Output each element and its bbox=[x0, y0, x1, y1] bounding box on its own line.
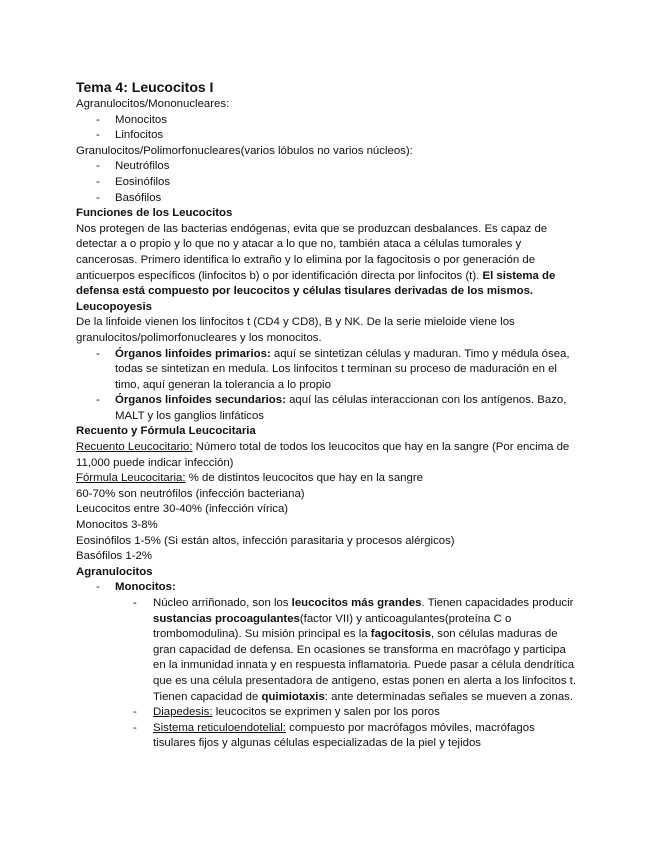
paragraph-recuento-leucocitario: Recuento Leucocitario: Número total de todos los leucocitos que hay en la sangre (Por encima de 11,000 puede indicar infección) bbox=[76, 441, 570, 469]
granulocitos-label: Granulocitos/Polimorfonucleares(varios lóbulos no varios núcleos): bbox=[76, 144, 413, 157]
section-heading-funciones: Funciones de los Leucocitos bbox=[76, 207, 233, 220]
list-item: - Neutrófilos bbox=[76, 159, 576, 175]
bullet-dash: - bbox=[96, 129, 100, 142]
bullet-dash: - bbox=[96, 113, 100, 126]
paragraph-formula-leucocitaria: Fórmula Leucocitaria: % de distintos leucocitos que hay en la sangre bbox=[76, 472, 423, 485]
formula-line: Leucocitos entre 30-40% (infección vírica) bbox=[76, 503, 289, 516]
page-title: Tema 4: Leucocitos I bbox=[76, 79, 214, 95]
list-item: - Eosinófilos bbox=[76, 175, 576, 191]
list-item: - Monocitos bbox=[76, 113, 576, 129]
bullet-dash: - bbox=[96, 581, 100, 594]
section-heading-leucopoyesis: Leucopoyesis bbox=[76, 300, 152, 313]
sublist-item-monocitos-desc: - Núcleo arriñonado, son los leucocitos más grandes. Tienen capacidades producir sustancias procoagulantes(factor VII) y anticoagulantes(proteína C o trombomodulina). Su misión principal es la fagocitosis, son células maduras de gran capacidad de defensa. En ocasiones se transforma en macrófago y participa en la inmunidad innata y en respuesta inflamatoria. Puede pasar a célula dendrítica que es una célula presentadora de antígeno, estas ponen en alerta a los linfocitos t. Tienen capacidad de quimiotaxis: ante determinadas señales se mueven a zonas. bbox=[133, 597, 577, 703]
bullet-dash: - bbox=[96, 191, 100, 204]
paragraph-funciones: Nos protegen de las bacterias endógenas, evita que se produzcan desbalances. Es capaz de detectar a o propio y lo que no y atacar a lo que no, también ataca a células tumorales y cancerosas. Primero identifica lo extraño y lo elimina por la fagocitosis o por generación de anticuerpos específicos (linfocitos b) o por identificación directa por linfocitos (t). El sistema de defensa está compuesto por leucocitos y células tisulares derivadas de los mismos. bbox=[76, 222, 556, 298]
list-item: - Órganos linfoides primarios: aquí se sintetizan células y maduran. Timo y médula ósea, todas se sintetizan en medula. Los linfocitos t terminan su proceso de maduración en el timo, aquí generan la tolerancia a lo propio bbox=[96, 347, 570, 391]
bullet-dash: - bbox=[96, 394, 100, 407]
section-heading-recuento: Recuento y Fórmula Leucocitaria bbox=[76, 425, 256, 438]
formula-line: 60-70% son neutrófilos (infección bacteriana) bbox=[76, 487, 305, 500]
sublist-item-sistema-reticuloendotelial: - Sistema reticuloendotelial: compuesto por macrófagos móviles, macrófagos tisulares fijos y algunas células especializadas de la piel y tejidos bbox=[133, 721, 535, 750]
document-body bbox=[76, 78, 576, 752]
sublist-item-diapedesis: - Diapedesis: leucocitos se exprimen y salen por los poros bbox=[76, 705, 576, 721]
bullet-dash: - bbox=[96, 160, 100, 173]
list-item: - Linfocitos bbox=[76, 128, 576, 144]
bullet-dash: - bbox=[133, 721, 137, 734]
bullet-dash: - bbox=[96, 347, 100, 360]
formula-line: Eosinófilos 1-5% (Si están altos, infección parasitaria y procesos alérgicos) bbox=[76, 534, 455, 547]
section-heading-agranulocitos: Agranulocitos bbox=[76, 565, 153, 578]
paragraph-leucopoyesis: De la linfoide vienen los linfocitos t (CD4 y CD8), B y NK. De la serie mieloide viene los granulocitos/polimorfonucleares y los monocitos. bbox=[76, 316, 515, 344]
formula-line: Monocitos 3-8% bbox=[76, 519, 158, 532]
bullet-dash: - bbox=[133, 706, 137, 719]
formula-line: Basófilos 1-2% bbox=[76, 550, 152, 563]
agranulocitos-label: Agranulocitos/Mononucleares: bbox=[76, 98, 230, 110]
bullet-dash: - bbox=[133, 597, 137, 609]
list-item: - Basófilos bbox=[76, 191, 576, 207]
list-item: - Órganos linfoides secundarios: aquí las células interaccionan con los antígenos. Bazo, MALT y los ganglios linfáticos bbox=[96, 394, 567, 422]
bullet-dash: - bbox=[96, 175, 100, 188]
list-item-monocitos: - Monocitos: bbox=[76, 580, 576, 596]
